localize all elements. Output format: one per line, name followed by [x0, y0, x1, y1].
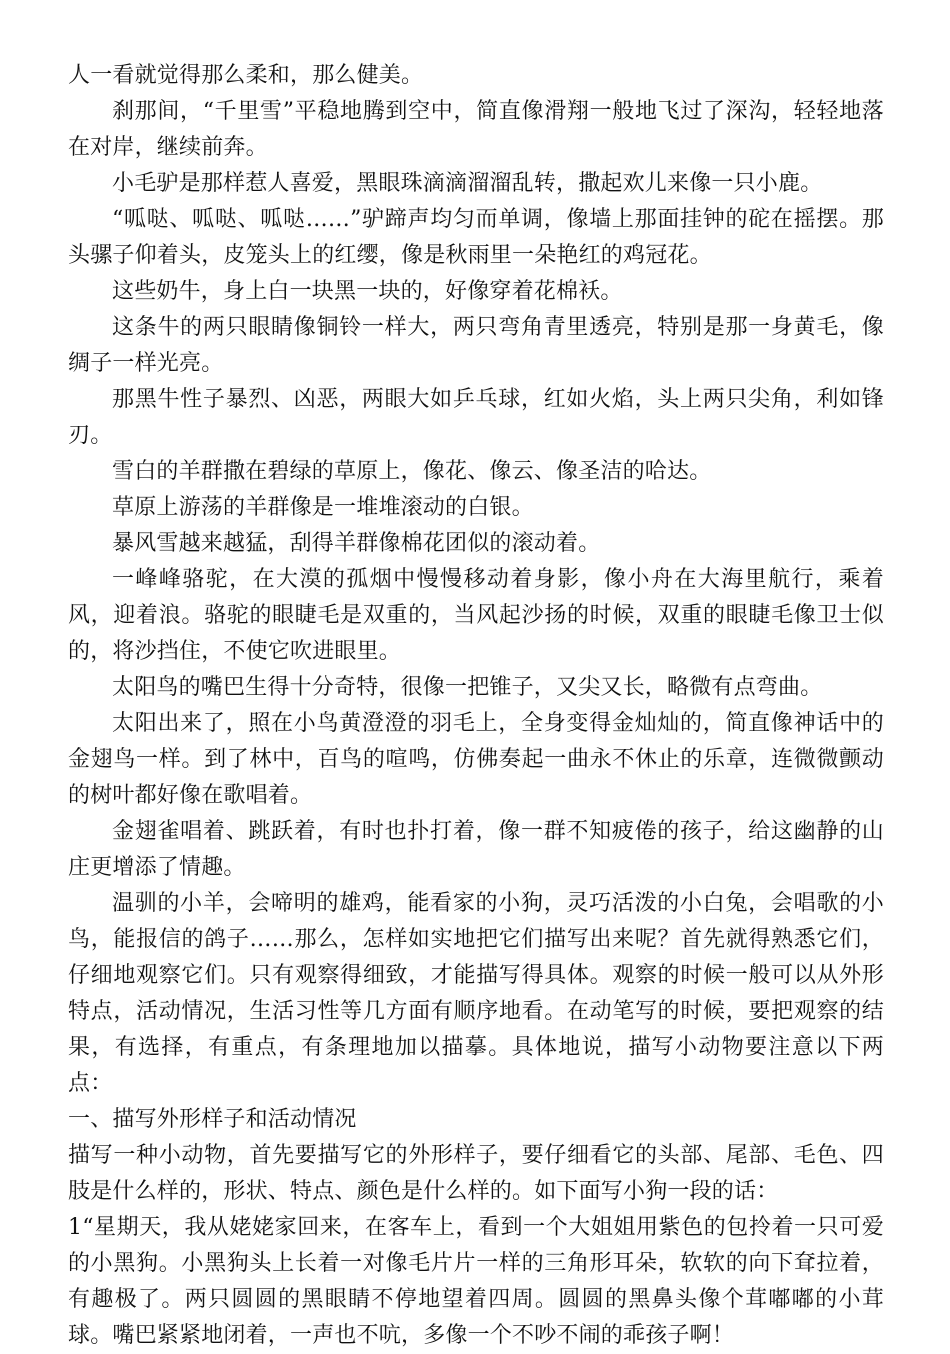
- paragraph-snowstorm: 暴风雪越来越猛，刮得羊群像棉花团似的滚动着。: [112, 531, 601, 556]
- paragraph-sunbird: 太阳鸟的嘴巴生得十分奇特，很像一把锥子，又尖又长，略微有点弯曲。: [112, 675, 823, 700]
- paragraph-goldfinch: 金翅雀唱着、跳跃着，有时也扑打着，像一群不知疲倦的孩子，给这幽静的山庄更增添了情趣。: [68, 819, 884, 880]
- paragraph-puppy-example: 1“星期天，我从姥姥家回来，在客车上，看到一个大姐姐用紫色的包拎着一只可爱的小黑狗。小黑狗头上长着一对像毛片片一样的三角形耳朵，软软的向下耷拉着，有趣极了。两只圆圆的黑眼睛不停地望着四周。圆圆的黑鼻头像个茸嘟嘟的小茸球。嘴巴紧紧地闭着，一声也不吭，多像一个不吵不闹的乖孩子啊！: [68, 1215, 884, 1348]
- paragraph-mule: “呱哒、呱哒、呱哒……”驴蹄声均匀而单调，像墙上那面挂钟的砣在摇摆。那头骡子仰着头，皮笼头上的红缨，像是秋雨里一朵艳红的鸡冠花。: [68, 207, 884, 268]
- paragraph-dairy-cows: 这些奶牛，身上白一块黑一块的，好像穿着花棉袄。: [112, 279, 623, 304]
- document-page: [68, 58, 884, 1354]
- paragraph-yellow-ox: 这条牛的两只眼睛像铜铃一样大，两只弯角青里透亮，特别是那一身黄毛，像绸子一样光亮。: [68, 315, 884, 376]
- paragraph-appearance: 描写一种小动物，首先要描写它的外形样子，要仔细看它的头部、尾部、毛色、四肢是什么样的，形状、特点、颜色是什么样的。如下面写小狗一段的话：: [68, 1143, 884, 1204]
- paragraph-golden-bird: 太阳出来了，照在小鸟黄澄澄的羽毛上，全身变得金灿灿的，简直像神话中的金翅鸟一样。到了林中，百鸟的喧鸣，仿佛奏起一曲永不休止的乐章，连微微颤动的树叶都好像在歌唱着。: [68, 711, 884, 808]
- paragraph-black-ox: 那黑牛性子暴烈、凶恶，两眼大如乒乓球，红如火焰，头上两只尖角，利如锋刃。: [68, 387, 884, 448]
- paragraph-continuation: 人一看就觉得那么柔和，那么健美。: [68, 63, 424, 88]
- section-heading: 一、描写外形样子和活动情况: [68, 1107, 357, 1132]
- paragraph-qianlixue: 刹那间，“千里雪”平稳地腾到空中，简直像滑翔一般地飞过了深沟，轻轻地落在对岸，继续前奔。: [68, 99, 884, 160]
- paragraph-donkey: 小毛驴是那样惹人喜爱，黑眼珠滴滴溜溜乱转，撒起欢儿来像一只小鹿。: [112, 171, 823, 196]
- paragraph-camels: 一峰峰骆驼，在大漠的孤烟中慢慢移动着身影，像小舟在大海里航行，乘着风，迎着浪。骆驼的眼睫毛是双重的，当风起沙扬的时候，双重的眼睫毛像卫士似的，将沙挡住，不使它吹进眼里。: [68, 567, 884, 664]
- paragraph-observation: 温驯的小羊，会啼明的雄鸡，能看家的小狗，灵巧活泼的小白兔，会唱歌的小鸟，能报信的鸽子……那么，怎样如实地把它们描写出来呢？首先就得熟悉它们，仔细地观察它们。只有观察得细致，才能描写得具体。观察的时候一般可以从外形特点，活动情况，生活习性等几方面有顺序地看。在动笔写的时候，要把观察的结果，有选择，有重点，有条理地加以描摹。具体地说，描写小动物要注意以下两点：: [68, 891, 884, 1096]
- paragraph-roaming-sheep: 草原上游荡的羊群像是一堆堆滚动的白银。: [112, 495, 534, 520]
- paragraph-white-flock: 雪白的羊群撒在碧绿的草原上，像花、像云、像圣洁的哈达。: [112, 459, 712, 484]
